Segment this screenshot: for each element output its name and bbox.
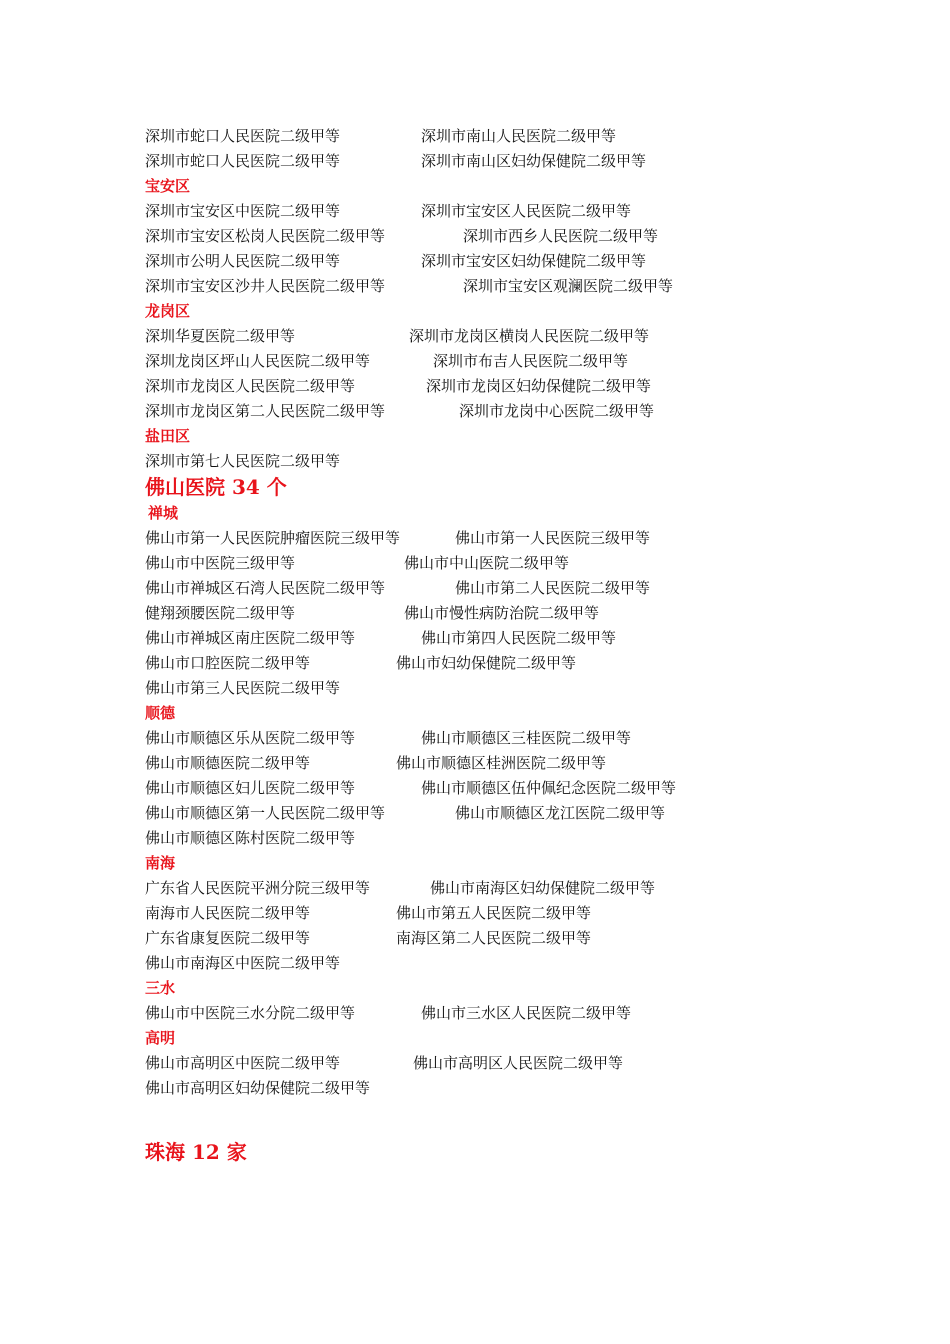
district-heading-longgang: 龙岗区 — [145, 302, 191, 320]
district-heading-sanshui: 三水 — [145, 979, 176, 997]
list-row — [145, 199, 845, 224]
sanshui-list — [145, 1001, 845, 1026]
hospital-entry: 佛山市顺德区妇儿医院二级甲等 — [145, 779, 356, 797]
nanshan-list — [145, 124, 845, 174]
hospital-entry: 深圳市公明人民医院二级甲等 — [145, 252, 341, 270]
nanhai-list — [145, 876, 845, 976]
list-row — [145, 149, 845, 174]
hospital-entry: 深圳市龙岗区横岗人民医院二级甲等 — [409, 327, 650, 345]
list-row — [145, 826, 845, 851]
hospital-entry: 深圳市南山人民医院二级甲等 — [421, 127, 617, 145]
hospital-entry: 南海区第二人民医院二级甲等 — [396, 929, 592, 947]
hospital-entry: 深圳市龙岗区人民医院二级甲等 — [145, 377, 356, 395]
hospital-entry: 南海市人民医院二级甲等 — [145, 904, 311, 922]
list-row — [145, 726, 845, 751]
hospital-entry: 佛山市慢性病防治院二级甲等 — [404, 604, 600, 622]
list-row — [145, 1051, 845, 1076]
gaoming-list — [145, 1051, 845, 1101]
list-row — [145, 224, 845, 249]
list-row — [145, 274, 845, 299]
hospital-entry: 佛山市第一人民医院三级甲等 — [455, 529, 651, 547]
hospital-entry: 佛山市顺德医院二级甲等 — [145, 754, 311, 772]
hospital-entry: 佛山市顺德区第一人民医院二级甲等 — [145, 804, 386, 822]
hospital-entry: 深圳市西乡人民医院二级甲等 — [463, 227, 659, 245]
baoan-list — [145, 199, 845, 299]
list-row — [145, 249, 845, 274]
list-row — [145, 576, 845, 601]
list-row — [145, 926, 845, 951]
district-heading-shunde: 顺德 — [145, 704, 176, 722]
list-row — [145, 399, 845, 424]
list-row — [145, 676, 845, 701]
hospital-entry: 深圳市宝安区松岗人民医院二级甲等 — [145, 227, 386, 245]
list-row — [145, 951, 845, 976]
city-heading-zhuhai: 珠海 12 家 — [145, 1140, 247, 1164]
hospital-entry: 佛山市顺德区龙江医院二级甲等 — [455, 804, 666, 822]
list-row — [145, 374, 845, 399]
document-page — [145, 124, 845, 1166]
list-row — [145, 1076, 845, 1101]
yantian-list — [145, 449, 845, 474]
hospital-entry: 深圳市蛇口人民医院二级甲等 — [145, 152, 341, 170]
hospital-entry: 深圳市宝安区人民医院二级甲等 — [421, 202, 632, 220]
hospital-entry: 广东省人民医院平洲分院三级甲等 — [145, 879, 371, 897]
hospital-entry: 佛山市第五人民医院二级甲等 — [396, 904, 592, 922]
hospital-entry: 佛山市禅城区石湾人民医院二级甲等 — [145, 579, 386, 597]
longgang-list — [145, 324, 845, 424]
hospital-entry: 深圳市蛇口人民医院二级甲等 — [145, 127, 341, 145]
list-row — [145, 751, 845, 776]
hospital-entry: 佛山市南海区中医院二级甲等 — [145, 954, 341, 972]
hospital-entry: 佛山市第二人民医院二级甲等 — [455, 579, 651, 597]
hospital-entry: 佛山市高明区人民医院二级甲等 — [413, 1054, 624, 1072]
list-row — [145, 601, 845, 626]
hospital-entry: 佛山市高明区妇幼保健院二级甲等 — [145, 1079, 371, 1097]
district-heading-yantian: 盐田区 — [145, 427, 191, 445]
hospital-entry: 深圳市宝安区沙井人民医院二级甲等 — [145, 277, 386, 295]
list-row — [145, 124, 845, 149]
list-row — [145, 551, 845, 576]
hospital-entry: 深圳市第七人民医院二级甲等 — [145, 452, 341, 470]
hospital-entry: 深圳市南山区妇幼保健院二级甲等 — [421, 152, 647, 170]
list-row — [145, 626, 845, 651]
hospital-entry: 佛山市顺德区桂洲医院二级甲等 — [396, 754, 607, 772]
hospital-entry: 深圳市龙岗中心医院二级甲等 — [459, 402, 655, 420]
hospital-entry: 佛山市南海区妇幼保健院二级甲等 — [430, 879, 656, 897]
hospital-entry: 佛山市高明区中医院二级甲等 — [145, 1054, 341, 1072]
hospital-entry: 深圳龙岗区坪山人民医院二级甲等 — [145, 352, 371, 370]
hospital-entry: 佛山市顺德区三桂医院二级甲等 — [421, 729, 632, 747]
hospital-entry: 佛山市第四人民医院二级甲等 — [421, 629, 617, 647]
hospital-entry: 深圳市布吉人民医院二级甲等 — [433, 352, 629, 370]
hospital-entry: 佛山市中医院三级甲等 — [145, 554, 296, 572]
hospital-entry: 佛山市第一人民医院肿瘤医院三级甲等 — [145, 529, 401, 547]
hospital-entry: 佛山市中医院三水分院二级甲等 — [145, 1004, 356, 1022]
chancheng-list — [145, 526, 845, 701]
list-row — [145, 349, 845, 374]
hospital-entry: 深圳市宝安区妇幼保健院二级甲等 — [421, 252, 647, 270]
list-row — [145, 876, 845, 901]
list-row — [145, 801, 845, 826]
hospital-entry: 广东省康复医院二级甲等 — [145, 929, 311, 947]
list-row — [145, 526, 845, 551]
hospital-entry: 深圳市宝安区中医院二级甲等 — [145, 202, 341, 220]
district-heading-gaoming: 高明 — [145, 1029, 176, 1047]
hospital-entry: 深圳市宝安区观澜医院二级甲等 — [463, 277, 674, 295]
hospital-entry: 佛山市口腔医院二级甲等 — [145, 654, 311, 672]
hospital-entry: 健翔颈腰医院二级甲等 — [145, 604, 296, 622]
district-heading-chancheng: 禅城 — [148, 504, 179, 522]
city-heading-foshan: 佛山医院 34 个 — [145, 475, 287, 499]
list-row — [145, 901, 845, 926]
list-row — [145, 776, 845, 801]
hospital-entry: 佛山市三水区人民医院二级甲等 — [421, 1004, 632, 1022]
hospital-entry: 深圳市龙岗区第二人民医院二级甲等 — [145, 402, 386, 420]
hospital-entry: 佛山市顺德区陈村医院二级甲等 — [145, 829, 356, 847]
district-heading-nanhai: 南海 — [145, 854, 176, 872]
hospital-entry: 深圳华夏医院二级甲等 — [145, 327, 296, 345]
hospital-entry: 佛山市顺德区伍仲佩纪念医院二级甲等 — [421, 779, 677, 797]
district-heading-baoan: 宝安区 — [145, 177, 191, 195]
hospital-entry: 深圳市龙岗区妇幼保健院二级甲等 — [426, 377, 652, 395]
hospital-entry: 佛山市中山医院二级甲等 — [404, 554, 570, 572]
hospital-entry: 佛山市第三人民医院二级甲等 — [145, 679, 341, 697]
shunde-list — [145, 726, 845, 851]
hospital-entry: 佛山市禅城区南庄医院二级甲等 — [145, 629, 356, 647]
list-row — [145, 449, 845, 474]
list-row — [145, 1001, 845, 1026]
section-spacer — [145, 1101, 845, 1139]
list-row — [145, 324, 845, 349]
hospital-entry: 佛山市妇幼保健院二级甲等 — [396, 654, 577, 672]
list-row — [145, 651, 845, 676]
hospital-entry: 佛山市顺德区乐从医院二级甲等 — [145, 729, 356, 747]
